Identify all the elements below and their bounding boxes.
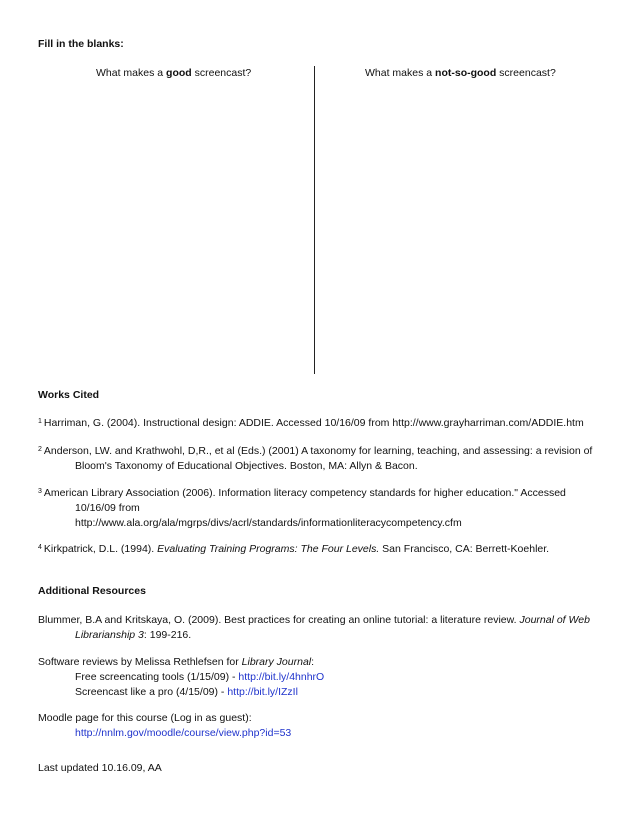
additional-resources-heading: Additional Resources [38,585,146,597]
citation-1: $^1$ Harriman, G. (2004). Instructional design: ADDIE. Accessed 10/16/09 from http://www.grayharriman.com/ADDIE.htm [38,417,584,429]
software-review-item: Free screencating tools (1/15/09) - http://bit.ly/4hnhrO [75,671,325,683]
moodle-page: Moodle page for this course (Log in as guest): http://nnlm.gov/moodle/course/view.php?id=53 [38,712,292,739]
software-reviews: Software reviews by Melissa Rethlefsen for Library Journal: Free screencating tools (1/15/09) - http://bit.ly/4hnhrO Screencast like a pro (4/15/09) - http://bit.ly/IZzIl [38,655,604,700]
works-cited-heading: Works Cited [38,389,100,401]
free-tools-link[interactable]: http://bit.ly/4hnhrO [238,671,325,683]
citation-3: $^3$ American Library Association (2006). Information literacy competency standards for higher education." Accessed 10/16/09 from http://www.ala.org/ala/mgrps/divs/acrl/standards/informationliteracycompetency.cfm [38,487,566,529]
citation-2: $^2$ Anderson, LW. and Krathwohl, D,R., et al (Eds.) (2001) A taxonomy for learning, teaching, and assessing: a revision of Bloom's Taxonomy of Educational Objectives. Boston, MA: Allyn & Bacon. [38,445,593,472]
last-updated: Last updated 10.16.09, AA [38,762,162,774]
screencast-pro-link[interactable]: http://bit.ly/IZzIl [227,686,298,698]
software-review-item: Screencast like a pro (4/15/09) - http://bit.ly/IZzIl [75,686,298,698]
blummer-reference: Blummer, B.A and Kritskaya, O. (2009). Best practices for creating an online tutorial: a literature review. Journal of Web Librarianship 3: 199-216. [38,614,590,641]
good-column-heading: What makes a good screencast? [96,67,252,79]
moodle-link[interactable]: http://nnlm.gov/moodle/course/view.php?id=53 [75,727,292,739]
fill-blanks-heading: Fill in the blanks: [38,38,124,50]
column-divider [314,66,315,374]
not-so-good-column-heading: What makes a not-so-good screencast? [365,67,556,79]
citation-4: $^4$ Kirkpatrick, D.L. (1994). Evaluating Training Programs: The Four Levels. San Francisco, CA: Berrett-Koehler. [38,543,550,555]
